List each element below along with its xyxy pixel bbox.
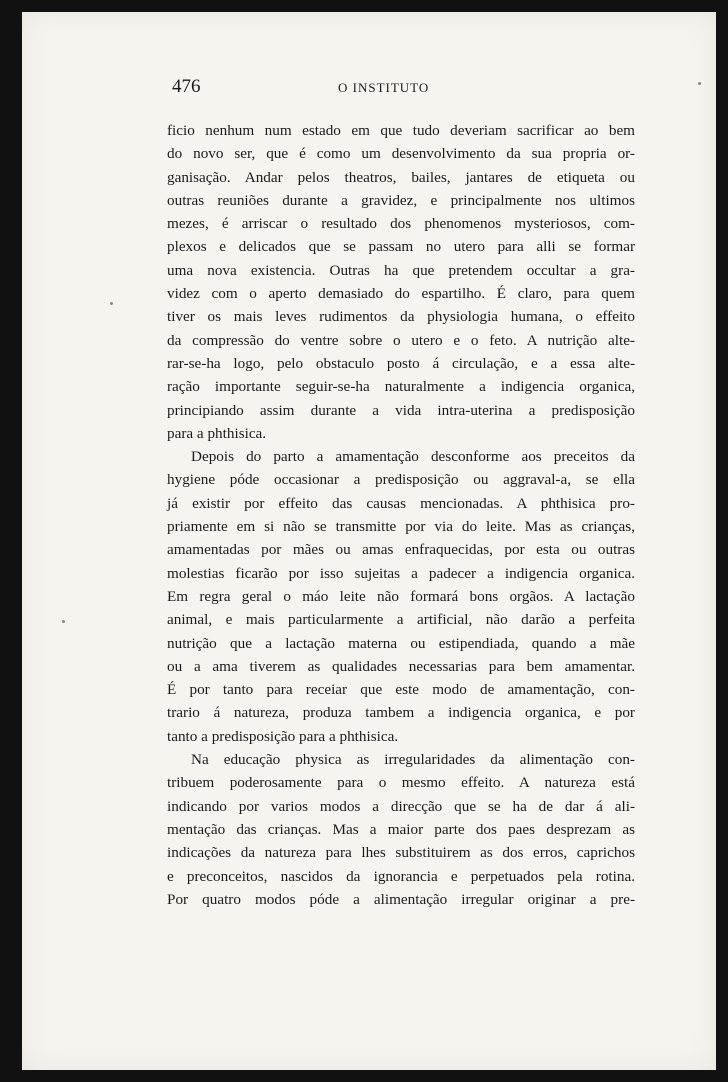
- text-line: Na educação physica as irregularidades da alimentação con-: [191, 751, 635, 769]
- text-line: amamentadas por mães ou amas enfraquecidas, por esta ou outras: [167, 541, 635, 559]
- text-line: principiando assim durante a vida intra-uterina a predisposição: [167, 401, 635, 419]
- running-title: O INSTITUTO: [338, 80, 430, 95]
- text-line: tanto a predisposição para a phthisica.: [167, 727, 399, 745]
- text-line: rar-se-ha logo, pelo obstaculo posto á circulação, e a essa alte-: [167, 354, 635, 372]
- text-line: e preconceitos, nascidos da ignorancia e perpetuados pela rotina.: [167, 867, 635, 885]
- text-line: nutrição que a lactação materna ou estipendiada, quando a mãe: [167, 634, 635, 652]
- text-line: hygiene póde occasionar a predisposição ou aggraval-a, se ella: [167, 471, 635, 489]
- text-line: tiver os mais leves rudimentos da physiologia humana, o effeito: [167, 308, 635, 326]
- paragraph-2: [167, 445, 635, 748]
- text-line: mezes, é arriscar o resultado dos phenomenos mysteriosos, com-: [167, 215, 635, 233]
- text-line: Em regra geral o máo leite não formará bons orgãos. A lactação: [167, 587, 635, 605]
- text-line: É por tanto para receiar que este modo de amamentação, con-: [167, 681, 635, 699]
- text-line: animal, e mais particularmente a artificial, não darão a perfeita: [167, 611, 635, 629]
- text-line: Por quatro modos póde a alimentação irregular originar a pre-: [167, 890, 635, 908]
- text-line: para a phthisica.: [167, 424, 267, 442]
- text-line: ficio nenhum num estado em que tudo deveriam sacrificar ao bem: [167, 122, 635, 139]
- page-number: 476: [172, 76, 201, 97]
- text-line: do novo ser, que é como um desenvolvimento da sua propria or-: [167, 145, 635, 163]
- text-line: videz com o aperto demasiado do espartilho. É claro, para quem: [167, 285, 635, 303]
- page-header: [172, 76, 612, 106]
- text-line: ou a ama tiverem as qualidades necessarias para bem amamentar.: [167, 657, 635, 675]
- text-line: ração importante seguir-se-ha naturalmente a indigencia organica,: [167, 378, 635, 396]
- text-line: tribuem poderosamente para o mesmo effeito. A natureza está: [167, 774, 635, 792]
- body-text: [167, 119, 635, 911]
- text-line: indicações da natureza para lhes substituirem as dos erros, caprichos: [167, 844, 635, 862]
- text-line: trario á natureza, produza tambem a indigencia organica, e por: [167, 704, 635, 722]
- text-line: mentação das crianças. Mas a maior parte dos paes desprezam as: [167, 820, 635, 838]
- scan-speck: [698, 82, 701, 85]
- text-line: priamente em si não se transmitte por via do leite. Mas as crianças,: [167, 518, 635, 536]
- book-page: [22, 12, 716, 1070]
- text-line: plexos e delicados que se passam no utero para alli se formar: [167, 238, 635, 256]
- text-line: molestias ficarão por isso sujeitas a padecer a indigencia organica.: [167, 564, 635, 582]
- scan-speck: [62, 620, 65, 623]
- scan-speck: [110, 302, 113, 305]
- text-line: ganisação. Andar pelos theatros, bailes, jantares de etiqueta ou: [167, 168, 635, 186]
- text-line: outras reuniões durante a gravidez, e principalmente nos ultimos: [167, 191, 635, 209]
- text-line: da compressão do ventre sobre o utero e o feto. A nutrição alte-: [167, 331, 635, 349]
- text-line: Depois do parto a amamentação desconforme aos preceitos da: [191, 448, 635, 466]
- text-line: já existir por effeito das causas mencionadas. A phthisica pro-: [167, 494, 635, 512]
- text-line: uma nova existencia. Outras ha que pretendem occultar a gra-: [167, 261, 635, 279]
- paragraph-1: [167, 119, 635, 445]
- paragraph-3: [167, 748, 635, 911]
- text-line: indicando por varios modos a direcção que se ha de dar á ali-: [167, 797, 635, 815]
